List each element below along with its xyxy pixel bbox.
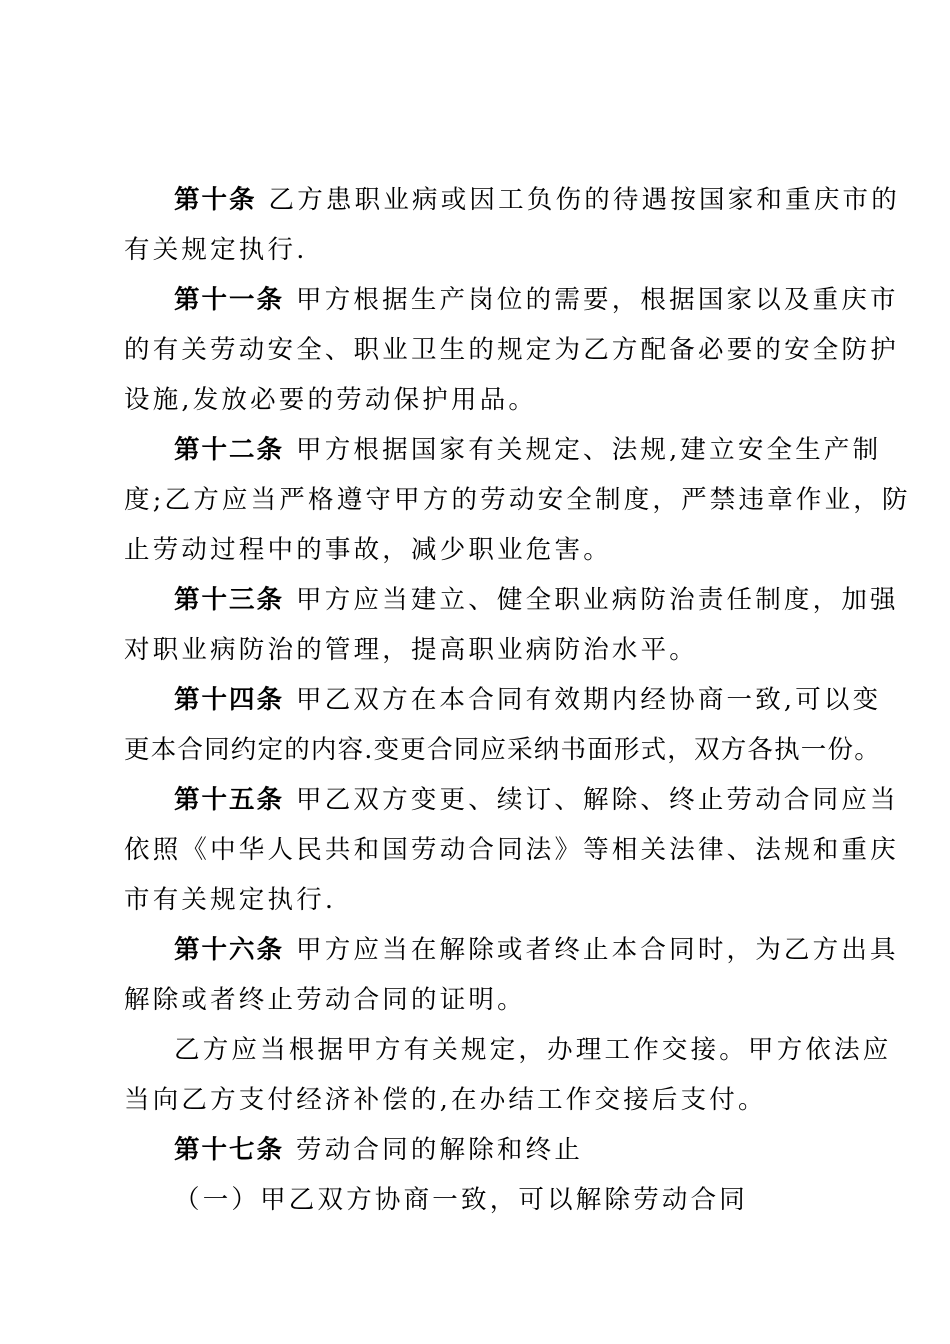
article-11-line-1 xyxy=(174,284,899,316)
handover-paragraph-line-1: 乙方应当根据甲方有关规定，办理工作交接。甲方依法应 xyxy=(174,1035,892,1065)
article-15-line-1 xyxy=(174,784,899,816)
article-16-text: 甲方应当在解除或者终止本合同时，为乙方出具 xyxy=(296,935,899,965)
article-14-line-1 xyxy=(174,684,881,716)
article-10-line-2: 有关规定执行. xyxy=(124,235,308,265)
article-13-line-1 xyxy=(174,584,899,616)
article-10-text: 乙方患职业病或因工负伤的待遇按国家和重庆市的 xyxy=(268,185,900,215)
article-14-text: 甲乙双方在本合同有效期内经协商一致,可以变 xyxy=(296,685,882,715)
article-11-heading: 第十一条 xyxy=(174,285,285,315)
article-12-line-3: 止劳动过程中的事故，减少职业危害。 xyxy=(124,535,612,565)
article-13-heading: 第十三条 xyxy=(174,585,285,615)
handover-paragraph-line-2: 当向乙方支付经济补偿的,在办结工作交接后支付。 xyxy=(124,1085,767,1115)
article-15-line-2: 依照《中华人民共和国劳动合同法》等相关法律、法规和重庆 xyxy=(124,835,899,865)
article-17-line xyxy=(174,1134,583,1166)
article-13-text: 甲方应当建立、健全职业病防治责任制度，加强 xyxy=(296,585,899,615)
article-14-heading: 第十四条 xyxy=(174,685,285,715)
article-15-heading: 第十五条 xyxy=(174,785,285,815)
article-10-heading: 第十条 xyxy=(174,185,257,215)
item-1-line: （一）甲乙双方协商一致，可以解除劳动合同 xyxy=(174,1185,749,1215)
article-12-line-2: 度;乙方应当严格遵守甲方的劳动安全制度，严禁违章作业，防 xyxy=(124,485,911,515)
article-10-line-1 xyxy=(174,184,900,216)
article-17-heading: 第十七条 xyxy=(174,1135,285,1165)
article-12-text: 甲方根据国家有关规定、法规,建立安全生产制 xyxy=(296,435,882,465)
article-15-line-3: 市有关规定执行. xyxy=(124,885,337,915)
article-16-line-2: 解除或者终止劳动合同的证明。 xyxy=(124,985,526,1015)
article-13-line-2: 对职业病防治的管理，提高职业病防治水平。 xyxy=(124,635,699,665)
article-16-heading: 第十六条 xyxy=(174,935,285,965)
article-14-line-2: 更本合同约定的内容.变更合同应采纳书面形式，双方各执一份。 xyxy=(124,735,881,765)
article-16-line-1 xyxy=(174,934,899,966)
article-17-text: 劳动合同的解除和终止 xyxy=(296,1135,584,1165)
article-11-line-3: 设施,发放必要的劳动保护用品。 xyxy=(124,385,538,415)
article-12-line-1 xyxy=(174,434,881,466)
article-11-text: 甲方根据生产岗位的需要，根据国家以及重庆市 xyxy=(296,285,899,315)
article-11-line-2: 的有关劳动安全、职业卫生的规定为乙方配备必要的安全防护 xyxy=(124,335,899,365)
article-15-text: 甲乙双方变更、续订、解除、终止劳动合同应当 xyxy=(296,785,899,815)
article-12-heading: 第十二条 xyxy=(174,435,285,465)
